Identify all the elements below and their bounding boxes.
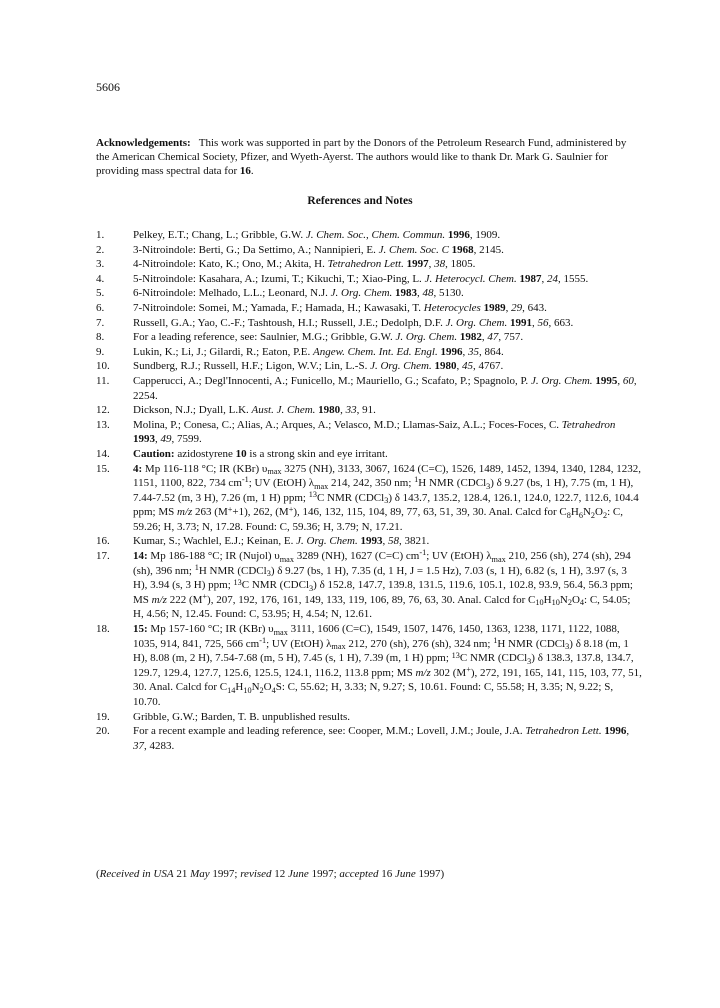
reference-number: 16.: [96, 535, 110, 548]
reference-item: [96, 286, 642, 301]
reference-text: 7-Nitroindole: Somei, M.; Yamada, F.; Hamada, H.; Kawasaki, T. Heterocycles 1989, 29, 643.: [133, 301, 547, 314]
received-line: (Received in USA 21 May 1997; revised 12 June 1997; accepted 16 June 1997): [96, 868, 445, 880]
reference-item: [96, 272, 642, 287]
reference-number: 5.: [96, 287, 105, 300]
reference-text: Caution: azidostyrene 10 is a strong skin and eye irritant.: [133, 447, 388, 460]
reference-text: For a recent example and leading reference, see: Cooper, M.M.; Lovell, J.M.; Joule, J.A. Tetrahedron Lett. 1996, 37, 4283.: [133, 725, 630, 752]
reference-number: 17.: [96, 550, 110, 563]
reference-text: 15: Mp 157-160 °C; IR (KBr) $\upsilon_{max}$ 3111, 1606 (C=C), 1549, 1507, 1476, 1450, 1363, 1238, 1171, 1122, 1088, 1035, 914, 841, 725, 566 $cm^{-1}$; UV (EtOH) $\lambda_{max}$ 212, 270 (sh), 276 (sh), 324 nm; $^1$H NMR (CDCl$_3$) δ 8.18 (m, 1 H), 8.08 (m, 2 H), 7.54-7.68 (m, 5 H), 7.45 (s, 1 H), 7.39 (m, 1 H) ppm; $^{13}$C NMR (CDCl$_3$) δ 138.3, 137.8, 134.7, 129.7, 129.4, 127.7, 125.6, 125.5, 124.1, 116.2, 113.8 ppm; MS m/z 302 (M+), 272, 191, 165, 141, 115, 103, 77, 51, 30. Anal. Calcd for $C_{14}H_{10}N_2O_4S$: C, 55.62; H, 3.33; N, 9.27; S, 10.61. Found: C, 55.58; H, 3.35; N, 9.22; S, 10.70.: [133, 623, 642, 708]
reference-item: [96, 301, 642, 316]
reference-number: 1.: [96, 229, 105, 241]
acknowledgements: [96, 136, 640, 178]
reference-number: 12.: [96, 404, 110, 417]
reference-item: [96, 403, 642, 418]
reference-text: Gribble, G.W.; Barden, T. B. unpublished results.: [133, 710, 351, 723]
reference-item: [96, 549, 642, 622]
reference-number: 3.: [96, 258, 105, 271]
reference-item: [96, 710, 642, 725]
reference-item: [96, 316, 642, 331]
reference-item: [96, 724, 642, 753]
reference-text: Lukin, K.; Li, J.; Gilardi, R.; Eaton, P.E. Angew. Chem. Int. Ed. Engl. 1996, 35, 864.: [133, 345, 504, 358]
acknowledgements-label: Acknowledgements:: [96, 137, 191, 149]
reference-number: 7.: [96, 316, 105, 329]
reference-text: Sundberg, R.J.; Russell, H.F.; Ligon, W.V.; Lin, L.-S. J. Org. Chem. 1980, 45, 4767.: [133, 360, 504, 373]
reference-text: Molina, P.; Conesa, C.; Alias, A.; Arques, A.; Velasco, M.D.; Llamas-Saiz, A.L.; Foces-Foces, C. Tetrahedron 1993, 49, 7599.: [133, 418, 616, 446]
reference-text: 4: Mp 116-118 °C; IR (KBr) $\upsilon_{max}$ 3275 (NH), 3133, 3067, 1624 (C=C), 1526, 1489, 1452, 1394, 1340, 1284, 1232, 1151, 1100, 822, 734 $cm^{-1}$; UV (EtOH) $\lambda_{max}$ 214, 242, 350 nm; $^1$H NMR (CDCl$_3$) δ 9.27 (bs, 1 H), 7.75 (m, 1 H), 7.44-7.52 (m, 3 H), 7.26 (m, 1 H) ppm; $^{13}$C NMR (CDCl$_3$) δ 143.7, 135.2, 128.4, 126.1, 124.0, 122.7, 112.6, 104.4 ppm; MS m/z 263 (M++1), 262, (M+), 146, 132, 115, 104, 89, 77, 63, 51, 39, 30. Anal. Calcd for $C_8H_6N_2O_2$: C, 59.26; H, 3.73; N, 17.28. Found: C, 59.36; H, 3.79; N, 17.21.: [133, 462, 641, 533]
reference-text: 3-Nitroindole: Berti, G.; Da Settimo, A.; Nannipieri, E. J. Chem. Soc. C 1968, 2145.: [133, 243, 504, 256]
reference-text: Dickson, N.J.; Dyall, L.K. Aust. J. Chem. 1980, 33, 91.: [133, 404, 376, 417]
reference-item: [96, 330, 642, 345]
reference-number: 13.: [96, 418, 110, 431]
reference-text: 6-Nitroindole: Melhado, L.L.; Leonard, N.J. J. Org. Chem. 1983, 48, 5130.: [133, 287, 464, 300]
reference-number: 2.: [96, 243, 105, 256]
reference-item: [96, 462, 642, 535]
reference-item: [96, 359, 642, 374]
reference-item: [96, 447, 642, 462]
acknowledgements-text: This work was supported in part by the Donors of the Petroleum Research Fund, administered by the American Chemical Society, Pfizer, and Wyeth-Ayerst. The authors would like to thank Dr. Mark G. Saulnier for providing mass spectral data for 16.: [96, 137, 627, 177]
reference-text: 14: Mp 186-188 °C; IR (Nujol) $\upsilon_{max}$ 3289 (NH), 1627 (C=C) $cm^{-1}$; UV (EtOH) $\lambda_{max}$ 210, 256 (sh), 274 (sh), 294 (sh), 396 nm; $^1$H NMR (CDCl$_3$) δ 9.27 (bs, 1 H), 7.35 (d, 1 H, J = 1.5 Hz), 7.03 (s, 1 H), 6.82 (s, 1 H), 3.97 (s, 3 H), 3.94 (s, 3 H) ppm; $^{13}$C NMR (CDCl$_3$) δ 152.8, 147.7, 139.8, 131.5, 119.6, 105.1, 102.8, 93.9, 56.4, 56.3 ppm; MS m/z 222 (M+), 207, 192, 176, 161, 149, 133, 119, 106, 89, 76, 63, 30. Anal. Calcd for $C_{10}H_{10}N_2O_4$: C, 54.05; H, 4.56; N, 12.45. Found: C, 53.95; H, 4.54; N, 12.61.: [133, 548, 633, 621]
reference-item: [96, 257, 642, 272]
reference-text: 4-Nitroindole: Kato, K.; Ono, M.; Akita, H. Tetrahedron Lett. 1997, 38, 1805.: [133, 258, 476, 271]
reference-number: 6.: [96, 301, 105, 314]
reference-number: 15.: [96, 462, 110, 475]
reference-text: 5-Nitroindole: Kasahara, A.; Izumi, T.; Kikuchi, T.; Xiao-Ping, L. J. Heterocycl. Chem. 1987, 24, 1555.: [133, 272, 589, 285]
reference-item: [96, 534, 642, 549]
reference-number: 20.: [96, 725, 110, 738]
reference-number: 11.: [96, 374, 110, 387]
reference-text: For a leading reference, see: Saulnier, M.G.; Gribble, G.W. J. Org. Chem. 1982, 47, 757.: [133, 331, 524, 344]
reference-text: Capperucci, A.; Degl'Innocenti, A.; Funicello, M.; Mauriello, G.; Scafato, P.; Spagnolo, P. J. Org. Chem. 1995, 60, 2254.: [133, 374, 637, 402]
reference-text: Russell, G.A.; Yao, C.-F.; Tashtoush, H.I.; Russell, J.E.; Dedolph, D.F. J. Org. Chem. 1991, 56, 663.: [133, 316, 574, 329]
reference-item: [96, 622, 642, 710]
reference-text: Pelkey, E.T.; Chang, L.; Gribble, G.W. J. Chem. Soc., Chem. Commun. 1996, 1909.: [133, 229, 501, 241]
reference-item: [96, 243, 642, 258]
page-number: 5606: [96, 80, 120, 94]
reference-number: 19.: [96, 710, 110, 723]
reference-item: [96, 228, 642, 243]
reference-item: [96, 374, 642, 403]
reference-item: [96, 345, 642, 360]
reference-number: 8.: [96, 331, 105, 344]
reference-number: 14.: [96, 447, 110, 460]
references-list: [96, 228, 642, 753]
references-heading: References and Notes: [307, 195, 413, 207]
reference-number: 9.: [96, 345, 105, 358]
reference-number: 10.: [96, 360, 110, 373]
reference-item: [96, 418, 642, 447]
reference-number: 4.: [96, 272, 105, 285]
reference-text: Kumar, S.; Wachlel, E.J.; Keinan, E. J. Org. Chem. 1993, 58, 3821.: [133, 535, 430, 548]
reference-number: 18.: [96, 623, 110, 636]
